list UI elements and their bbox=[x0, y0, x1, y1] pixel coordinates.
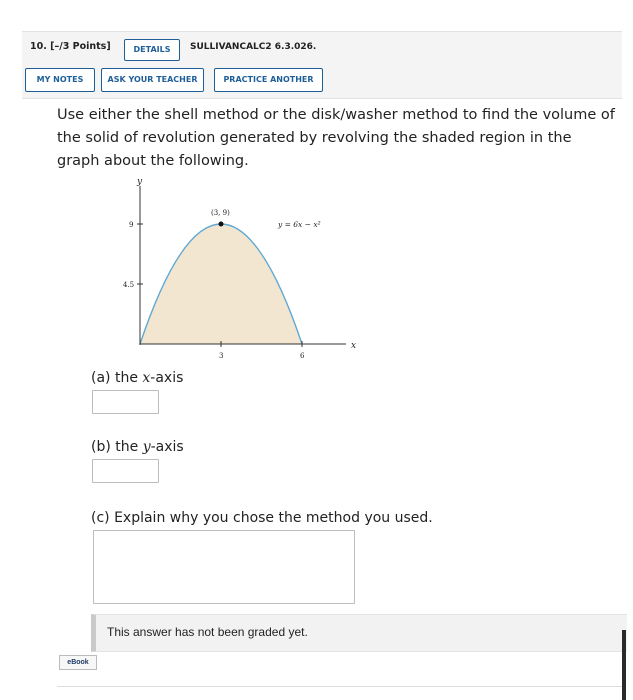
part-b-prefix: (b) the bbox=[91, 439, 143, 455]
question-number-value: 10. bbox=[30, 41, 47, 52]
scrollbar-thumb[interactable] bbox=[622, 630, 626, 700]
part-a-label bbox=[91, 370, 183, 386]
x-axis-label: x bbox=[351, 341, 357, 351]
question-text: Use either the shell method or the disk/washer method to find the volume of the solid of revolution generated by revolving the shaded region in the graph about the following. bbox=[57, 107, 615, 169]
vertex-label: (3, 9) bbox=[211, 209, 230, 217]
question-code: SULLIVANCALC2 6.3.026. bbox=[190, 42, 317, 52]
part-a-answer-input[interactable] bbox=[92, 390, 159, 414]
practice-another-button[interactable]: PRACTICE ANOTHER bbox=[214, 68, 323, 92]
region-graph bbox=[108, 172, 368, 367]
part-b-suffix: -axis bbox=[150, 439, 184, 455]
y-tick-label-4-5: 4.5 bbox=[123, 281, 135, 289]
part-b-label bbox=[91, 439, 184, 455]
y-tick-label-9: 9 bbox=[129, 221, 134, 229]
part-c-label: (c) Explain why you chose the method you used. bbox=[91, 510, 433, 526]
y-axis-label: y bbox=[137, 177, 143, 187]
curve-equation-label: y = 6x − x² bbox=[278, 220, 321, 229]
x-tick-label-6: 6 bbox=[300, 352, 305, 360]
details-button[interactable]: DETAILS bbox=[124, 39, 180, 61]
bottom-divider bbox=[57, 686, 622, 687]
ask-your-teacher-button[interactable]: ASK YOUR TEACHER bbox=[101, 68, 204, 92]
grading-status-panel bbox=[91, 614, 627, 652]
part-b-axis: y bbox=[142, 439, 151, 455]
my-notes-button[interactable]: MY NOTES bbox=[25, 68, 95, 92]
part-a-axis: x bbox=[142, 370, 151, 386]
ebook-button[interactable]: eBook bbox=[59, 655, 97, 670]
part-b-answer-input[interactable] bbox=[92, 459, 159, 483]
part-c-explanation-textarea[interactable] bbox=[93, 530, 355, 604]
grading-status-text: This answer has not been graded yet. bbox=[107, 625, 308, 639]
question-header bbox=[22, 31, 622, 99]
part-a-suffix: -axis bbox=[150, 370, 184, 386]
x-tick-label-3: 3 bbox=[219, 352, 224, 360]
points-label: [–/3 Points] bbox=[50, 41, 111, 52]
question-number bbox=[30, 41, 111, 52]
vertex-point bbox=[219, 222, 224, 227]
part-a-prefix: (a) the bbox=[91, 370, 143, 386]
